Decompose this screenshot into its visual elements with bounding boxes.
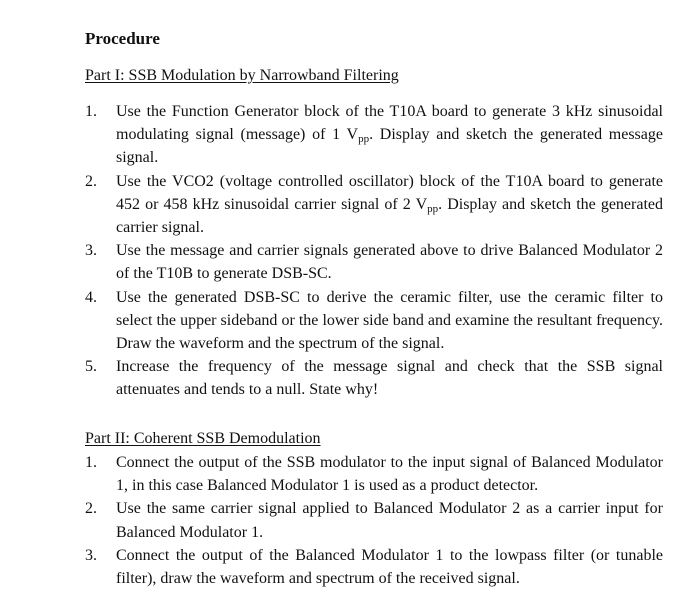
step-number: 1.: [85, 454, 97, 471]
part1-steps-list: [85, 100, 663, 402]
step-number: 3.: [85, 242, 97, 260]
step-number: 2.: [85, 172, 97, 190]
step-text-part: . Display and sketch the generated carrier signal.: [116, 195, 663, 237]
step-text: Use the message and carrier signals generated above to drive Balanced Modulator 2 of the T10B to generate DSB-SC.: [116, 242, 663, 283]
step-text: Increase the frequency of the message signal and check that the SSB signal attenuates and tends to a null. State why!: [116, 358, 663, 399]
step-text: [116, 170, 663, 240]
part2-step-2: [85, 497, 663, 543]
step-number: 2.: [85, 500, 97, 518]
step-text: [116, 100, 663, 170]
step-text-part: Use the VCO2 (voltage controlled oscillator) block of the T10A board to generate 452 or 458 kHz sinusoidal carrier signal of 2 V: [116, 172, 663, 213]
part1-step-5: [85, 355, 663, 401]
part2-step-3: [85, 544, 663, 590]
step-number: 5.: [85, 358, 97, 376]
part2-steps-list: [85, 451, 663, 590]
part1-step-1: [85, 100, 663, 170]
step-number: 3.: [85, 546, 97, 564]
part1-step-3: [85, 239, 663, 285]
subscript-pp: pp: [358, 133, 370, 146]
step-text-part: Use the Function Generator block of the T10A board to generate 3 kHz sinusoidal modulating signal (message) of 1 V: [116, 103, 663, 144]
part1-heading: Part I: SSB Modulation by Narrowband Filtering: [85, 67, 399, 84]
step-text: Connect the output of the Balanced Modulator 1 to the lowpass filter (or tunable filter), draw the waveform and spectrum of the received signal.: [116, 546, 663, 588]
part2-step-1: [85, 451, 663, 497]
step-text: Connect the output of the SSB modulator to the input signal of Balanced Modulator 1, in this case Balanced Modulator 1 is used as a product detector.: [116, 454, 663, 495]
step-number: 4.: [85, 288, 97, 306]
step-number: 1.: [85, 103, 97, 120]
part1-step-4: [85, 286, 663, 356]
page-title: Procedure: [85, 29, 160, 48]
part2-heading: Part II: Coherent SSB Demodulation: [85, 430, 321, 447]
subscript-pp: pp: [427, 202, 439, 215]
step-text: Use the same carrier signal applied to Balanced Modulator 2 as a carrier input for Balanced Modulator 1.: [116, 500, 663, 541]
part1-step-2: [85, 170, 663, 240]
step-text-part: . Display and sketch the generated message signal.: [116, 126, 663, 167]
step-text: Use the generated DSB-SC to derive the ceramic filter, use the ceramic filter to select the upper sideband or the lower side band and examine the resultant frequency. Draw the waveform and the spectrum of the signal.: [116, 288, 663, 353]
